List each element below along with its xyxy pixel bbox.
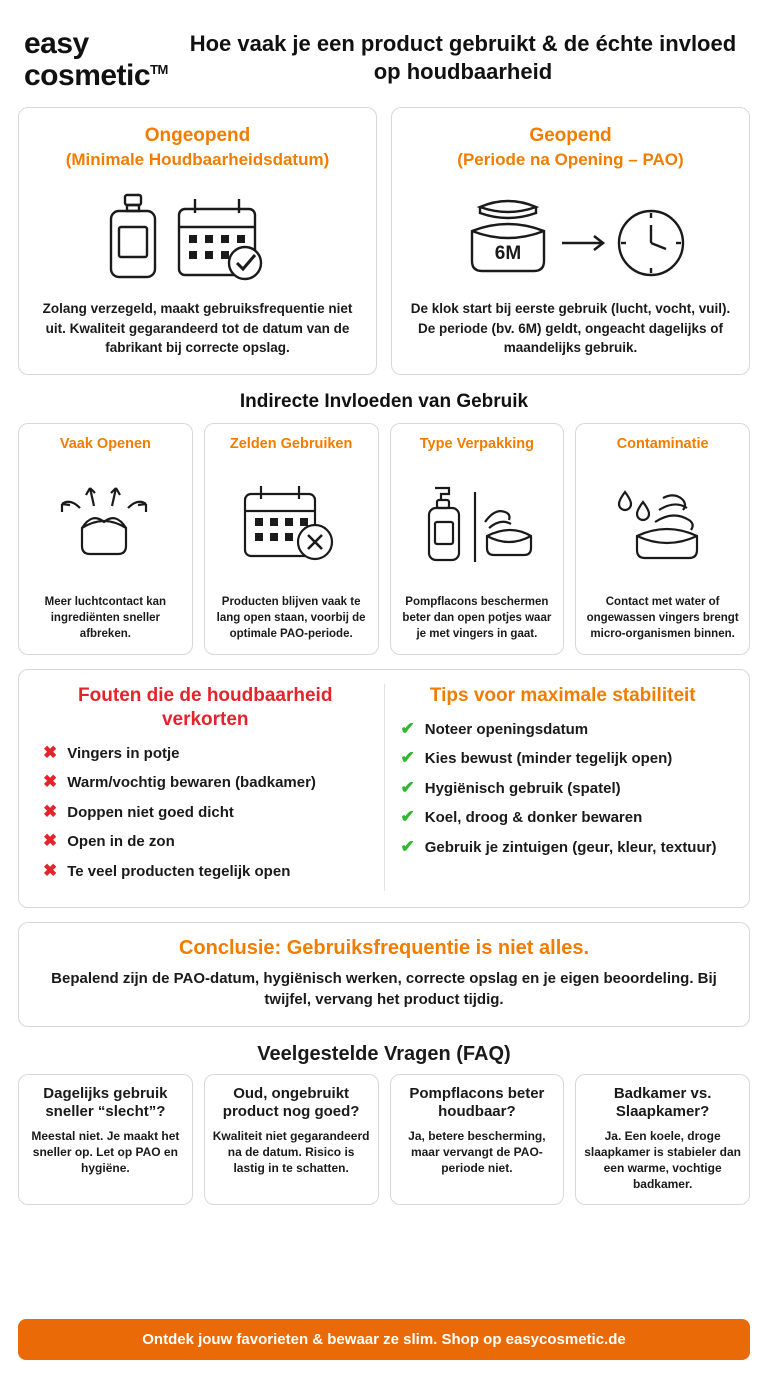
check-icon: ✔ — [400, 836, 415, 856]
mistakes-title: Fouten die de houdbaarheid verkorten — [78, 685, 333, 730]
faq-answer: Ja. Een koele, droge slaapkamer is stabieler dan een warme, vochtige badkamer. — [584, 1128, 741, 1192]
list-item — [37, 803, 374, 823]
faq-card — [18, 1074, 193, 1205]
list-item-label: Noteer openingsdatum — [424, 720, 589, 738]
tips-column — [384, 684, 742, 891]
cross-icon: ✖ — [43, 860, 58, 880]
top-cards-row — [18, 107, 750, 375]
logo-line-1: easy — [24, 27, 89, 60]
faq-card — [204, 1074, 379, 1205]
list-item-label: Gebruik je zintuigen (geur, kleur, textuur) — [424, 838, 717, 856]
faq-card — [575, 1074, 750, 1205]
list-item — [37, 773, 374, 793]
influence-text: Meer luchtcontact kan ingrediënten sneller afbreken. — [44, 595, 167, 640]
list-item-label: Open in de zon — [67, 833, 175, 850]
influence-card-rare-use — [204, 423, 379, 655]
tips-title: Tips voor maximale stabiliteit — [429, 685, 696, 706]
list-item — [395, 838, 732, 858]
faq-answer: Meestal niet. Je maakt het sneller op. Let op PAO en hygiëne. — [31, 1128, 180, 1175]
list-item — [395, 779, 732, 799]
header — [18, 0, 750, 101]
check-icon: ✔ — [400, 748, 415, 768]
conclusion-title: Conclusie: Gebruiksfrequentie is niet alles. — [178, 937, 590, 959]
list-item — [37, 832, 374, 852]
mistakes-and-tips-card — [18, 669, 750, 908]
influence-text: Pompflacons beschermen beter dan open potjes waar je met vingers in gaat. — [402, 595, 552, 640]
tips-list — [395, 720, 732, 858]
card-opened-subtitle: (Periode na Opening – PAO) — [457, 149, 684, 169]
cross-icon: ✖ — [43, 742, 58, 762]
card-opened-title: Geopend — [529, 125, 612, 146]
influences-heading: Indirecte Invloeden van Gebruik — [239, 391, 529, 412]
check-icon: ✔ — [400, 807, 415, 827]
trademark-symbol: TM — [150, 61, 168, 77]
jar-pao-label: 6M — [494, 243, 521, 265]
cross-icon: ✖ — [43, 801, 58, 821]
card-opened — [391, 107, 750, 375]
influences-row — [18, 423, 750, 655]
bottle-and-calendar-check-icon — [33, 171, 362, 299]
list-item-label: Kies bewust (minder tegelijk open) — [424, 750, 673, 768]
list-item-label: Warm/vochtig bewaren (badkamer) — [67, 774, 316, 791]
faq-row — [18, 1074, 750, 1205]
list-item — [395, 720, 732, 740]
list-item — [37, 862, 374, 882]
influence-title: Type Verpakking — [419, 436, 534, 452]
brand-logo — [24, 26, 168, 91]
calendar-cross-icon — [213, 453, 370, 593]
faq-answer: Ja, betere bescherming, maar vervangt de PAO-periode niet. — [408, 1128, 546, 1175]
check-icon: ✔ — [400, 777, 415, 797]
footer-cta-banner[interactable]: Ontdek jouw favorieten & bewaar ze slim. Shop op easycosmetic.de — [18, 1319, 750, 1360]
card-unopened-text: Zolang verzegeld, maakt gebruiksfrequentie niet uit. Kwaliteit gegarandeerd tot de datum van de fabrikant bij correcte opslag. — [42, 301, 353, 356]
check-icon: ✔ — [400, 718, 415, 738]
list-item — [395, 749, 732, 769]
faq-question: Dagelijks gebruik sneller “slecht”? — [43, 1085, 168, 1121]
faq-answer: Kwaliteit niet gegarandeerd na de datum. Risico is lastig in te schatten. — [212, 1128, 370, 1175]
logo-line-2-wrap — [24, 60, 168, 92]
list-item-label: Vingers in potje — [67, 744, 180, 762]
conclusion-text: Bepalend zijn de PAO-datum, hygiënisch werken, correcte opslag en je eigen beoordeling. Bij twijfel, vervang het product tijdig. — [51, 970, 717, 1008]
influence-title: Vaak Openen — [59, 436, 151, 452]
pump-bottle-vs-jar-icon — [399, 453, 556, 593]
open-jar-air-arrows-icon — [27, 453, 184, 593]
mistakes-column — [27, 684, 384, 891]
hand-in-jar-water-drops-icon — [584, 453, 741, 593]
cross-icon: ✖ — [43, 831, 58, 850]
card-unopened-subtitle: (Minimale Houdbaarheidsdatum) — [65, 149, 330, 169]
page-title: Hoe vaak je een product gebruikt & de échte invloed op houdbaarheid — [189, 31, 737, 84]
faq-question: Badkamer vs. Slaapkamer? — [613, 1085, 712, 1121]
list-item-label: Doppen niet goed dicht — [67, 803, 234, 821]
influence-title: Zelden Gebruiken — [229, 436, 353, 452]
influence-card-frequent-opening — [18, 423, 193, 655]
influence-text: Contact met water of ongewassen vingers brengt micro-organismen binnen. — [586, 595, 739, 640]
faq-question: Pompflacons beter houdbaar? — [409, 1085, 545, 1121]
mistakes-list — [37, 744, 374, 882]
logo-line-2: cosmetic — [24, 58, 151, 92]
list-item-label: Koel, droog & donker bewaren — [424, 809, 643, 827]
influence-title: Contaminatie — [616, 436, 709, 452]
influence-text: Producten blijven vaak te lang open staan, voorbij de optimale PAO-periode. — [216, 595, 366, 640]
faq-heading: Veelgestelde Vragen (FAQ) — [257, 1043, 511, 1065]
cross-icon: ✖ — [43, 772, 58, 791]
list-item-label: Te veel producten tegelijk open — [67, 862, 291, 880]
conclusion-card — [18, 922, 750, 1027]
list-item — [395, 808, 732, 828]
list-item-label: Hygiënisch gebruik (spatel) — [424, 779, 621, 797]
open-jar-arrow-clock-icon — [406, 171, 735, 299]
faq-card — [390, 1074, 565, 1205]
influence-card-packaging-type — [390, 423, 565, 655]
card-unopened-title: Ongeopend — [144, 125, 251, 146]
card-opened-text: De klok start bij eerste gebruik (lucht, vocht, vuil). De periode (bv. 6M) geldt, ongeacht dagelijks of maandelijks gebruik. — [410, 301, 731, 356]
card-unopened — [18, 107, 377, 375]
influence-card-contamination — [575, 423, 750, 655]
faq-question: Oud, ongebruikt product nog goed? — [222, 1085, 360, 1121]
list-item — [37, 744, 374, 764]
